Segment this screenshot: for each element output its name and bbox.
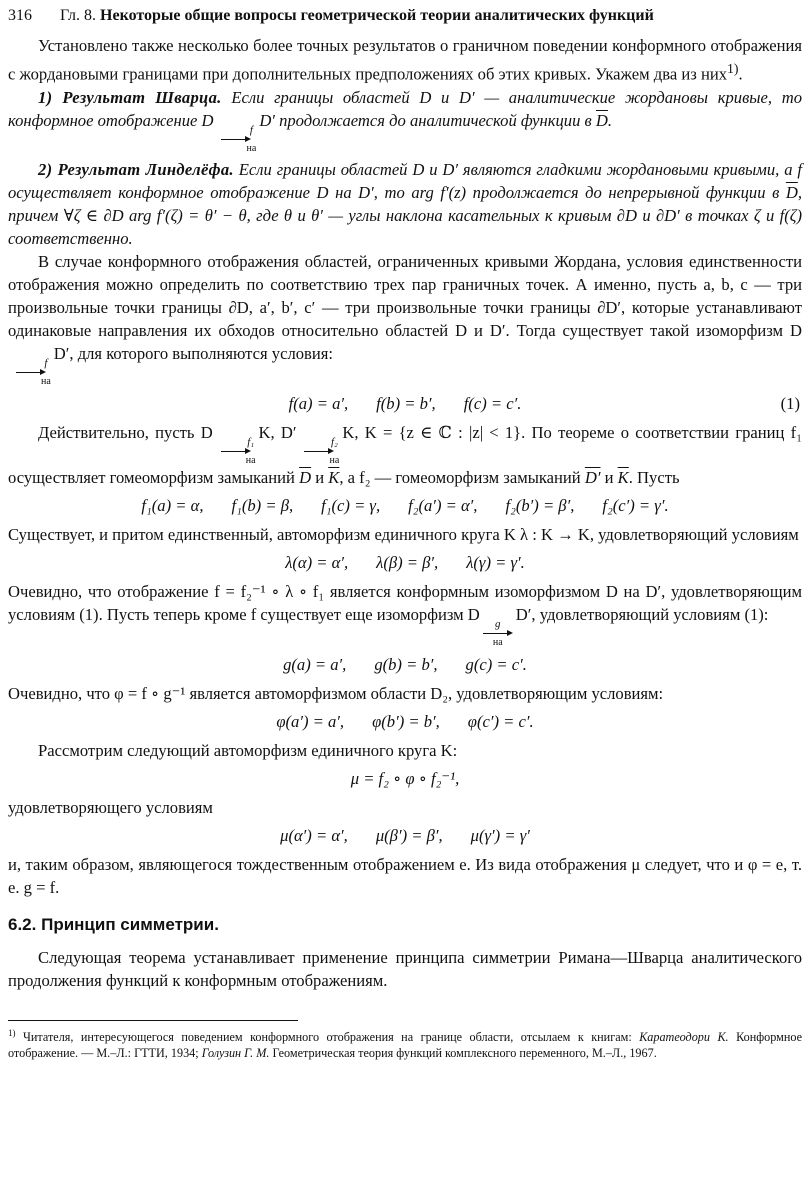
equation-1: f(a) = a′, f(b) = b′, f(c) = c′. (1) xyxy=(8,387,802,421)
equation-5: φ(a′) = a′, φ(b′) = b′, φ(c′) = c′. xyxy=(276,711,534,731)
mapping-arrow: f₁ на xyxy=(216,437,256,466)
chapter-title xyxy=(60,4,802,27)
closure-K: $\overline{K}$ xyxy=(617,467,629,487)
equation-3: λ(α) = α′, λ(β) = β′, λ(γ) = γ′. xyxy=(285,552,525,572)
paragraph-automorphism: Существует, и притом единственный, автоморфизм единичного круга K λ : K → K, удовлетворяющий условиям xyxy=(8,524,799,544)
paragraph-intro: Установлено также несколько более точных результатов о граничном поведении конформного отображения с жордановыми границами при дополнительных предположениях об этих кривых. Укажем два из них$^{1)}$. xyxy=(8,36,802,84)
footnote: $^{1)}$ Читателя, интересующегося поведением конформного отображения на границе области, отсылаем к книгам: Каратеодори К. Конформное отображение. — М.–Л.: ГТТИ, 1934; Голузин Г. М. Геометрическая теория функций комплексного переменного, М.–Л., 1967. xyxy=(8,1027,803,1060)
chapter-name: Некоторые общие вопросы геометрической теории аналитических функций xyxy=(100,7,654,24)
result-schwarz-label: 1) Результат Шварца. xyxy=(38,87,222,107)
equation-2: f₁(a) = α, f₁(b) = β, f₁(c) = γ, f₂(a′) = α′, f₂(b′) = β′, f₂(c′) = γ′. xyxy=(141,495,669,515)
paragraph-obvious: Очевидно, что отображение f = f₂⁻¹ ∘ λ ∘ f₁ является конформным изоморфизмом D на D′, удовлетворяющим условиям (1). Пусть теперь кроме f существует еще изоморфизм D g на D′, удовлетворяющий условиям (1): xyxy=(8,581,802,648)
paragraph-symmetry: Следующая теорема устанавливает применение принципа симметрии Римана—Шварца аналитического продолжения функций к конформным отображениям. xyxy=(8,947,802,990)
footnote-divider xyxy=(8,1020,298,1021)
paragraph-consider: Рассмотрим следующий автоморфизм единичного круга K: xyxy=(38,740,458,760)
chapter-number: Гл. 8. xyxy=(60,7,97,24)
running-header xyxy=(8,4,802,30)
mapping-arrow: f₂ на xyxy=(300,437,340,466)
footnote-author: Голузин Г. М. xyxy=(201,1045,270,1060)
result-schwarz: 1) Результат Шварца. Если границы областей D и D′ — аналитические жордановы кривые, то конформное отображение D f на D′ продолжается до аналитической функции в $\overline{D}$. xyxy=(8,87,802,154)
footnote-ref[interactable]: 1) xyxy=(727,61,739,76)
paragraph-proof: Действительно, пусть D f₁ на K, D′ f₂ на K, K = {z ∈ ℂ : |z| < 1}. По теореме о соответствии границ f₁ осуществляет гомеоморфизм замыканий $\overline{D}$ и $\overline{K}$, а f₂ — гомеоморфизм замыканий D′ и $\overline{K}$. Пусть xyxy=(8,422,802,487)
footnote-author: Каратеодори К. xyxy=(639,1029,729,1044)
section-heading xyxy=(8,913,802,936)
mapping-arrow: f на xyxy=(11,358,51,387)
section-title: Принцип симметрии. xyxy=(41,914,219,934)
paragraph-uniqueness: В случае конформного отображения областей, ограниченных кривыми Жордана, условия единственности отображения можно определить по соответствию трех пар граничных точек. А именно, пусть a, b, c — три произвольные точки границы ∂D, a′, b′, c′ — три произвольные точки границы ∂D′, которые устанавливают одинаковые направления их обходов относительно областей D и D′. Тогда существует такой изоморфизм D f на D′, для которого выполняются условия: xyxy=(8,251,802,387)
result-lindelof: 2) Результат Линделёфа. Если границы областей D и D′ являются гладкими жордановыми кривыми, а f осуществляет конформное отображение D на D′, то arg f′(z) продолжается до непрерывной функции в $\overline{D}$, причем ∀ζ ∈ ∂D arg f′(ζ) = θ′ − θ, где θ и θ′ — углы наклона касательных к кривым ∂D и ∂D′ в точках ζ и f(ζ) соответственно. xyxy=(8,159,802,248)
closure-D: $\overline{D}$ xyxy=(595,110,608,130)
result-lindelof-label: 2) Результат Линделёфа. xyxy=(38,159,234,179)
mapping-arrow: g на xyxy=(483,619,513,648)
paragraph-satisfying: удовлетворяющего условиям xyxy=(8,797,213,817)
closure-D-prime: D′ xyxy=(584,467,601,487)
footnote-mark: 1) xyxy=(8,1027,16,1038)
paragraph-conclusion: и, таким образом, являющегося тождественным отображением e. Из вида отображения μ следует, что и φ = e, т. е. g = f. xyxy=(8,854,802,897)
closure-D: $\overline{D}$ xyxy=(785,182,798,202)
mapping-arrow: f на xyxy=(217,125,257,154)
equation-6: μ = f₂ ∘ φ ∘ f₂⁻¹, xyxy=(350,768,460,788)
page-number: 316 xyxy=(8,7,32,24)
section-number: 6.2. xyxy=(8,914,37,934)
closure-K: $\overline{K}$ xyxy=(328,467,340,487)
equation-7: μ(α′) = α′, μ(β′) = β′, μ(γ′) = γ′ xyxy=(280,825,530,845)
equation-number: (1) xyxy=(780,393,800,413)
closure-D: $\overline{D}$ xyxy=(299,467,312,487)
equation-4: g(a) = a′, g(b) = b′, g(c) = c′. xyxy=(283,654,527,674)
paragraph-phi: Очевидно, что φ = f ∘ g⁻¹ является автоморфизмом области D₂, удовлетворяющим условиям: xyxy=(8,683,664,703)
